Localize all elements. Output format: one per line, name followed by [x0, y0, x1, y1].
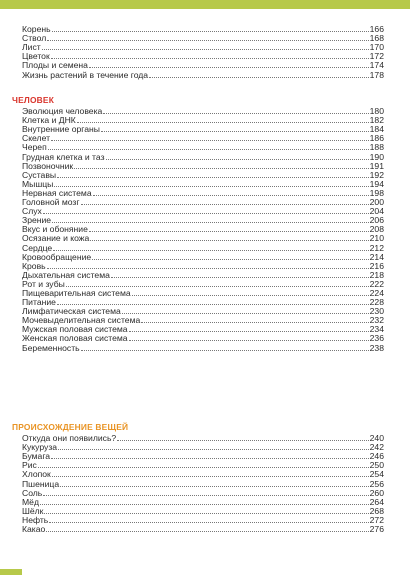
top-accent-bar — [0, 0, 410, 9]
toc-entry — [22, 452, 384, 461]
toc-entry-page-number: 236 — [369, 333, 384, 344]
dot-leader — [117, 440, 368, 441]
dot-leader — [52, 476, 369, 477]
toc-entry-page-number: 276 — [369, 524, 384, 535]
dot-leader — [38, 467, 369, 468]
toc-entry — [22, 70, 384, 79]
origin-entries — [0, 434, 384, 534]
toc-entry-page-number: 208 — [369, 224, 384, 235]
dot-leader — [47, 268, 369, 269]
toc-entry-title: Нефть — [22, 514, 49, 525]
toc-entry-title: Суставы — [22, 169, 57, 180]
toc-entry-title: Какао — [22, 524, 46, 535]
dot-leader — [81, 204, 369, 205]
toc-entry-title: Грудная клетка и таз — [22, 151, 105, 162]
toc-entry-page-number: 198 — [369, 187, 384, 198]
dot-leader — [90, 240, 368, 241]
dot-leader — [66, 286, 369, 287]
toc-entry-title: Лист — [22, 42, 41, 53]
toc-entry-title: Соль — [22, 487, 43, 498]
dot-leader — [57, 304, 369, 305]
toc-entry-title: Скелет — [22, 133, 51, 144]
toc-entry-page-number: 250 — [369, 460, 384, 471]
toc-entry-page-number: 166 — [369, 24, 384, 35]
dot-leader — [89, 231, 369, 232]
dot-leader — [60, 486, 369, 487]
toc-entry-page-number: 218 — [369, 269, 384, 280]
dot-leader — [93, 195, 369, 196]
dot-leader — [52, 31, 369, 32]
toc-entry-page-number: 172 — [369, 51, 384, 62]
toc-entry-page-number: 174 — [369, 60, 384, 71]
toc-entry — [22, 443, 384, 452]
dot-leader — [122, 313, 369, 314]
toc-entry-page-number: 238 — [369, 342, 384, 353]
toc-entry-title: Мышцы — [22, 178, 54, 189]
dot-leader — [111, 277, 369, 278]
toc-entry-page-number: 246 — [369, 451, 384, 462]
dot-leader — [40, 504, 369, 505]
toc-entry-page-number: 216 — [369, 260, 384, 271]
toc-entry — [22, 34, 384, 43]
toc-entry — [22, 516, 384, 525]
toc-entry-title: Головной мозг — [22, 197, 80, 208]
dot-leader — [129, 340, 369, 341]
toc-entry-title: Цветок — [22, 51, 50, 62]
dot-leader — [51, 58, 369, 59]
dot-leader — [51, 458, 369, 459]
toc-entry-page-number: 242 — [369, 442, 384, 453]
dot-leader — [92, 259, 369, 260]
toc-entry — [22, 162, 384, 171]
toc-entry-page-number: 214 — [369, 251, 384, 262]
dot-leader — [58, 449, 369, 450]
dot-leader — [57, 177, 369, 178]
human-entries — [0, 107, 384, 353]
toc-entry — [22, 198, 384, 207]
toc-entry-title: Корень — [22, 24, 51, 35]
toc-entry-title: Хлопок — [22, 469, 51, 480]
dot-leader — [103, 113, 368, 114]
toc-entry-title: Клетка и ДНК — [22, 115, 76, 126]
toc-entry-title: Жизнь растений в течение года — [22, 69, 149, 80]
toc-entry — [22, 43, 384, 52]
dot-leader — [106, 159, 369, 160]
toc-entry-title: Плоды и семена — [22, 60, 88, 71]
toc-entry-page-number: 180 — [369, 106, 384, 117]
dot-leader — [101, 131, 369, 132]
dot-leader — [77, 122, 369, 123]
toc-entry-page-number: 210 — [369, 233, 384, 244]
toc-entry-page-number: 234 — [369, 324, 384, 335]
toc-entry-title: Нервная система — [22, 187, 92, 198]
section-header-human: ЧЕЛОВЕК — [12, 95, 55, 105]
toc-entry-title: Слух — [22, 206, 42, 217]
toc-entry-page-number: 232 — [369, 315, 384, 326]
dot-leader — [46, 531, 368, 532]
toc-entry-title: Питание — [22, 297, 56, 308]
dot-leader — [141, 322, 368, 323]
toc-entry-title: Дыхательная система — [22, 269, 110, 280]
toc-entry — [22, 234, 384, 243]
toc-entry-page-number: 264 — [369, 496, 384, 507]
toc-entry-page-number: 204 — [369, 206, 384, 217]
bottom-accent-mark — [0, 569, 22, 575]
toc-entry-page-number: 186 — [369, 133, 384, 144]
toc-entry-page-number: 200 — [369, 197, 384, 208]
toc-entry-page-number: 170 — [369, 42, 384, 53]
toc-entry-title: Мочевыделительная система — [22, 315, 141, 326]
dot-leader — [132, 295, 369, 296]
toc-entry — [22, 525, 384, 534]
dot-leader — [129, 331, 369, 332]
toc-entry-page-number: 178 — [369, 69, 384, 80]
dot-leader — [54, 186, 368, 187]
toc-entry-title: Зрение — [22, 215, 52, 226]
toc-entry-page-number: 168 — [369, 33, 384, 44]
toc-entry-title: Шёлк — [22, 505, 44, 516]
toc-entry — [22, 25, 384, 34]
toc-entry-title: Откуда они появились? — [22, 433, 117, 444]
dot-leader — [44, 513, 368, 514]
toc-entry — [22, 253, 384, 262]
toc-entry-title: Внутренние органы — [22, 124, 100, 135]
dot-leader — [47, 40, 368, 41]
toc-entry-page-number: 188 — [369, 142, 384, 153]
toc-entry-title: Лимфатическая система — [22, 306, 121, 317]
toc-entry-title: Пищеварительная система — [22, 287, 131, 298]
toc-entry-title: Кукуруза — [22, 442, 58, 453]
toc-entry-page-number: 192 — [369, 169, 384, 180]
toc-entry-page-number: 190 — [369, 151, 384, 162]
toc-entry-page-number: 206 — [369, 215, 384, 226]
toc-entry-page-number: 182 — [369, 115, 384, 126]
toc-entry-page-number: 194 — [369, 178, 384, 189]
plants-entries — [0, 25, 384, 80]
toc-entry-page-number: 254 — [369, 469, 384, 480]
toc-entry-title: Мёд — [22, 496, 39, 507]
toc-entry — [22, 343, 384, 352]
toc-entry — [22, 134, 384, 143]
toc-entry — [22, 125, 384, 134]
dot-leader — [43, 213, 369, 214]
toc-entry-title: Мужская половая система — [22, 324, 128, 335]
toc-entry — [22, 207, 384, 216]
toc-entry-title: Рис — [22, 460, 37, 471]
toc-entry-page-number: 240 — [369, 433, 384, 444]
section-header-origin: ПРОИСХОЖДЕНИЕ ВЕЩЕЙ — [12, 422, 129, 432]
toc-entry-title: Бумага — [22, 451, 51, 462]
toc-entry — [22, 152, 384, 161]
toc-entry-page-number: 222 — [369, 278, 384, 289]
toc-entry-title: Пшеница — [22, 478, 60, 489]
dot-leader — [149, 77, 369, 78]
toc-entry — [22, 489, 384, 498]
dot-leader — [52, 222, 369, 223]
toc-entry-page-number: 191 — [369, 160, 384, 171]
toc-entry — [22, 461, 384, 470]
dot-leader — [51, 140, 369, 141]
dot-leader — [89, 67, 369, 68]
toc-entry-title: Рот и зубы — [22, 278, 65, 289]
toc-entry-title: Женская половая система — [22, 333, 128, 344]
toc-entry — [22, 479, 384, 488]
toc-entry — [22, 470, 384, 479]
toc-entry — [22, 271, 384, 280]
toc-entry — [22, 507, 384, 516]
toc-entry-page-number: 228 — [369, 297, 384, 308]
toc-entry-title: Сердце — [22, 242, 53, 253]
toc-entry-title: Беременность — [22, 342, 80, 353]
toc-entry-title: Позвоночник — [22, 160, 74, 171]
toc-entry-page-number: 224 — [369, 287, 384, 298]
dot-leader — [81, 350, 369, 351]
dot-leader — [49, 522, 368, 523]
toc-entry-page-number: 256 — [369, 478, 384, 489]
toc-entry-title: Вкус и обоняние — [22, 224, 88, 235]
dot-leader — [43, 495, 368, 496]
dot-leader — [53, 250, 368, 251]
dot-leader — [48, 149, 369, 150]
toc-entry-title: Ствол — [22, 33, 47, 44]
toc-entry — [22, 107, 384, 116]
dot-leader — [74, 168, 368, 169]
toc-entry-title: Череп — [22, 142, 47, 153]
toc-entry-title: Кровообращение — [22, 251, 92, 262]
toc-entry-page-number: 272 — [369, 514, 384, 525]
toc-entry — [22, 434, 384, 443]
toc-entry — [22, 498, 384, 507]
toc-entry — [22, 171, 384, 180]
toc-entry-title: Кровь — [22, 260, 46, 271]
toc-entry-page-number: 184 — [369, 124, 384, 135]
toc-entry-title: Эволюция человека — [22, 106, 103, 117]
toc-entry-page-number: 230 — [369, 306, 384, 317]
toc-entry — [22, 289, 384, 298]
toc-entry-title: Осязание и кожа — [22, 233, 90, 244]
toc-entry-page-number: 212 — [369, 242, 384, 253]
toc-entry-page-number: 260 — [369, 487, 384, 498]
dot-leader — [42, 49, 369, 50]
toc-entry-page-number: 268 — [369, 505, 384, 516]
